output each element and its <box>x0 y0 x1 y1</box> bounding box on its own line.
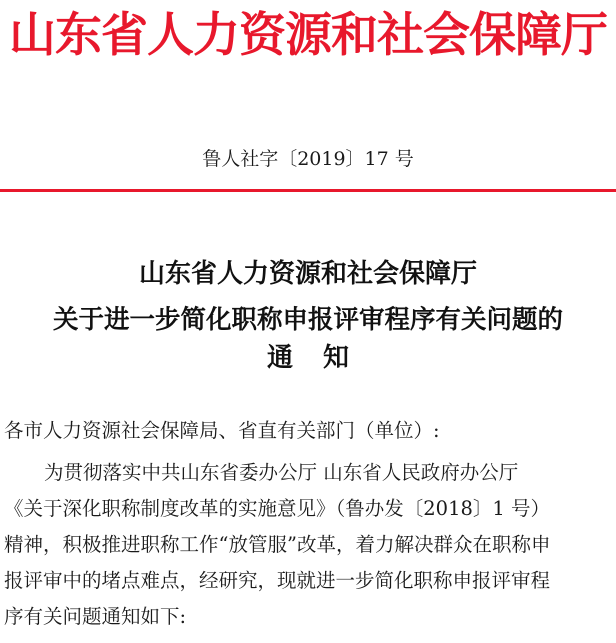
paragraph-line: 报评审中的堵点难点，经研究，现就进一步简化职称申报评审程 <box>4 569 551 592</box>
document-number: 鲁人社字〔2019〕17 号 <box>202 148 414 170</box>
salutation: 各市人力资源社会保障局、省直有关部门（单位）: <box>4 419 440 442</box>
paragraph-line: 精神，积极推进职称工作“放管服”改革，着力解决群众在职称申 <box>4 533 551 556</box>
paragraph-line: 《关于深化职称制度改革的实施意见》（鲁办发〔2018〕1 号） <box>4 497 550 520</box>
title-line-1: 山东省人力资源和社会保障厅 <box>138 259 477 289</box>
paragraph-line: 为贯彻落实中共山东省委办公厅 山东省人民政府办公厅 <box>44 461 519 484</box>
red-divider-line <box>0 189 616 192</box>
paragraph-line: 序有关问题通知如下: <box>4 605 187 628</box>
agency-masthead: 山东省人力资源和社会保障厅 <box>9 8 607 63</box>
title-line-3: 通知 <box>266 343 379 373</box>
title-line-2: 关于进一步简化职称申报评审程序有关问题的 <box>52 305 563 335</box>
